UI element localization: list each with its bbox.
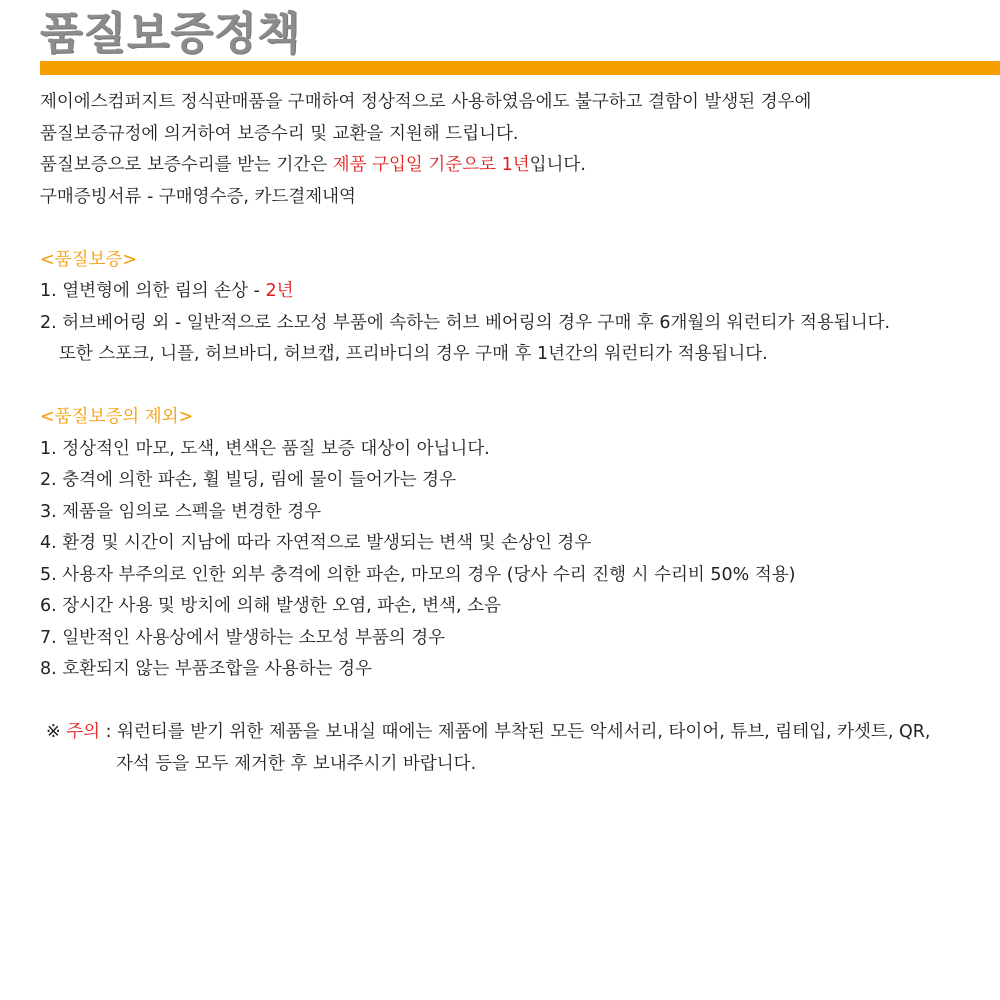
intro-line-2: 품질보증규정에 의거하여 보증수리 및 교환을 지원해 드립니다. bbox=[40, 123, 519, 144]
exclusions-heading: <품질보증의 제외> bbox=[40, 407, 194, 427]
exclusion-item: 5. 사용자 부주의로 인한 외부 충격에 의한 파손, 마모의 경우 (당사 수리 진행 시 수리비 50% 적용) bbox=[40, 564, 796, 585]
intro-line-3-pre: 품질보증으로 보증수리를 받는 기간은 bbox=[40, 155, 333, 175]
exclusion-item: 7. 일반적인 사용상에서 발생하는 소모성 부품의 경우 bbox=[40, 627, 446, 648]
caution-text-1: 워런티를 받기 위한 제품을 보내실 때에는 제품에 부착된 모든 악세서리, 타이어, 튜브, 림테입, 카셋트, QR, bbox=[117, 722, 931, 742]
caution-label: 주의 bbox=[66, 722, 101, 742]
exclusion-item: 2. 충격에 의한 파손, 휠 빌딩, 림에 물이 들어가는 경우 bbox=[40, 470, 456, 490]
intro-line-3-post: 입니다. bbox=[529, 155, 586, 175]
caution-separator: : bbox=[100, 722, 118, 742]
exclusion-item: 6. 장시간 사용 및 방치에 의해 발생한 오염, 파손, 변색, 소음 bbox=[40, 596, 501, 616]
exclusion-item: 1. 정상적인 마모, 도색, 변색은 품질 보증 대상이 아닙니다. bbox=[40, 438, 490, 459]
caution-text-2: 자석 등을 모두 제거한 후 보내주시기 바랍니다. bbox=[116, 753, 477, 774]
page-title: 품질보증정책 bbox=[40, 8, 302, 59]
exclusion-item: 8. 호환되지 않는 부품조합을 사용하는 경우 bbox=[40, 659, 372, 679]
intro-line-3 bbox=[40, 150, 990, 182]
reference-mark-icon: ※ bbox=[46, 722, 67, 742]
title-underline-bar bbox=[40, 61, 1000, 75]
exclusion-item: 4. 환경 및 시간이 지남에 따라 자연적으로 발생되는 변색 및 손상인 경우 bbox=[40, 533, 592, 553]
warranty-item-2: 2. 허브베어링 외 - 일반적으로 소모성 부품에 속하는 허브 베어링의 경우 구매 후 6개월의 워런티가 적용됩니다. bbox=[40, 312, 891, 333]
intro-line-1: 제이에스컴퍼지트 정식판매품을 구매하여 정상적으로 사용하였음에도 불구하고 결함이 발생된 경우에 bbox=[40, 92, 812, 112]
warranty-heading: <품질보증> bbox=[40, 249, 137, 270]
spacer bbox=[40, 371, 990, 403]
exclusion-item: 3. 제품을 임의로 스펙을 변경한 경우 bbox=[40, 501, 322, 522]
warranty-item-1 bbox=[40, 276, 990, 308]
intro-line-4: 구매증빙서류 - 구매영수증, 카드결제내역 bbox=[40, 186, 356, 207]
spacer bbox=[40, 686, 990, 718]
warranty-period-highlight: 제품 구입일 기준으로 1년 bbox=[332, 155, 530, 175]
spacer bbox=[40, 213, 990, 245]
policy-content bbox=[40, 87, 990, 780]
caution-note bbox=[40, 717, 990, 749]
warranty-item-1-text: 1. 열변형에 의한 림의 손상 - bbox=[40, 281, 266, 301]
warranty-item-2-continued: 또한 스포크, 니플, 허브바디, 허브캡, 프리바디의 경우 구매 후 1년간의 워런티가 적용됩니다. bbox=[59, 344, 768, 364]
warranty-item-1-period: 2년 bbox=[265, 281, 294, 301]
